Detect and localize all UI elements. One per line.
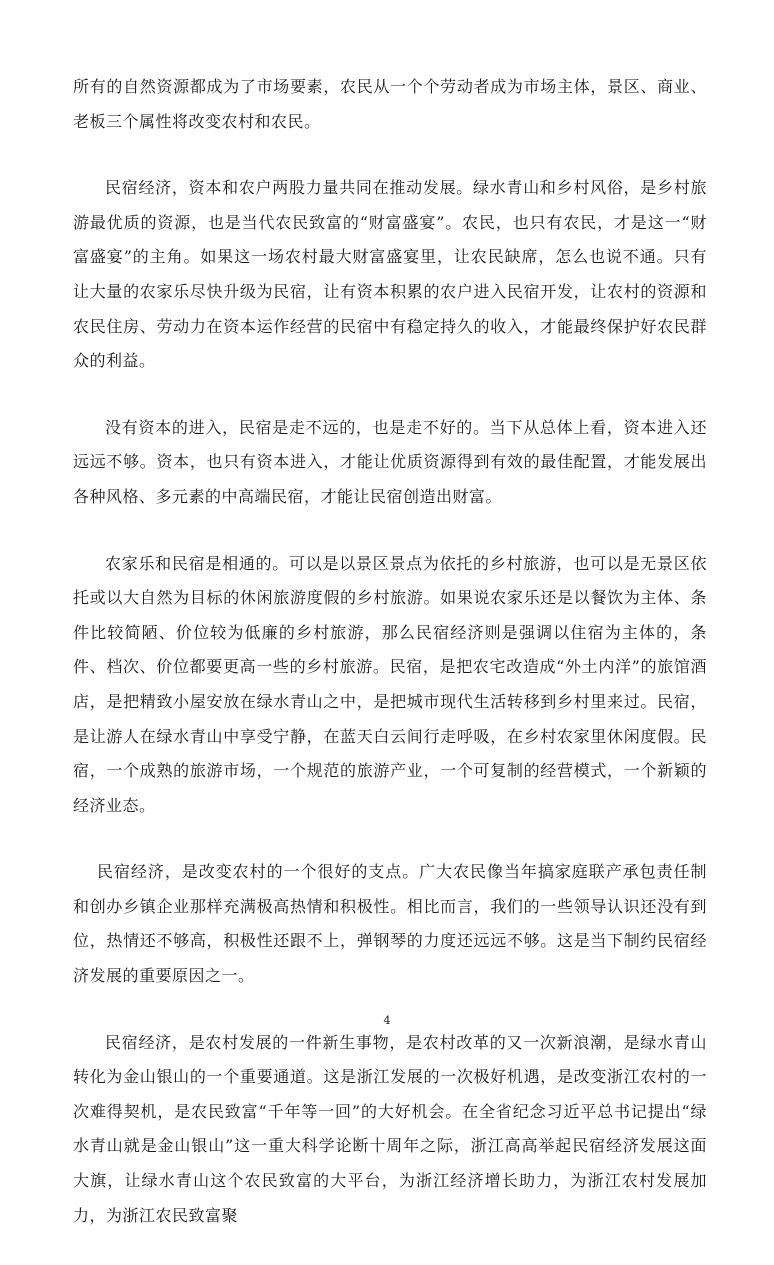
paragraph: 农家乐和民宿是相通的。可以是以景区景点为依托的乡村旅游，也可以是无景区依托或以大自然为目标的休闲旅游度假的乡村旅游。如果说农家乐还是以餐饮为主体、条件比较简陋、价位较为低廉的乡村旅游，那么民宿经济则是强调以住宿为主体的，条件、档次、价位都要更高一些的乡村旅游。民宿，是把农宅改造成“外土内洋”的旅馆酒店，是把精致小屋安放在绿水青山之中，是把城市现代生活转移到乡村里来过。民宿，是让游人在绿水青山中享受宁静，在蓝天白云间行走呼吸，在乡村农家里休闲度假。民宿，一个成熟的旅游市场，一个规范的旅游产业，一个可复制的经营模式，一个新颖的经济业态。 <box>73 553 707 815</box>
paragraph: 民宿经济，资本和农户两股力量共同在推动发展。绿水青山和乡村风俗，是乡村旅游最优质的资源，也是当代农民致富的“财富盛宴”。农民，也只有农民，才是这一“财富盛宴”的主角。如果这一场农村最大财富盛宴里，让农民缺席，怎么也说不通。只有让大量的农家乐尽快升级为民宿，让有资本积累的农户进入民宿开发，让农村的资源和农民住房、劳动力在资本运作经营的民宿中有稳定持久的收入，才能最终保护好农民群众的利益。 <box>73 178 707 371</box>
paragraph-continuation: 所有的自然资源都成为了市场要素，农民从一个个劳动者成为市场主体，景区、商业、老板三个属性将改变农村和农民。 <box>73 77 707 131</box>
body-text <box>73 70 707 1265</box>
page-number: 4 <box>383 1014 391 1027</box>
paragraph: 民宿经济，是农村发展的一件新生事物，是农村改革的又一次新浪潮，是绿水青山转化为金山银山的一个重要通道。这是浙江发展的一次极好机遇，是改变浙江农村的一次难得契机，是农民致富“千年等一回”的大好机会。在全省纪念习近平总书记提出“绿水青山就是金山银山”这一重大科学论断十周年之际，浙江高高举起民宿经济发展这面大旗，让绿水青山这个农民致富的大平台，为浙江经济增长助力，为浙江农村发展加力，为浙江农民致富聚 <box>73 1032 707 1225</box>
paragraph: 民宿经济，是改变农村的一个很好的支点。广大农民像当年搞家庭联产承包责任制和创办乡镇企业那样充满极高热情和积极性。相比而言，我们的一些领导认识还没有到位，热情还不够高，积极性还跟不上，弹钢琴的力度还远远不够。这是当下制约民宿经济发展的重要原因之一。 <box>73 862 707 986</box>
paragraph: 没有资本的进入，民宿是走不远的，也是走不好的。当下从总体上看，资本进入还远远不够。资本，也只有资本进入，才能让优质资源得到有效的最佳配置，才能发展出各种风格、多元素的中高端民宿，才能让民宿创造出财富。 <box>73 417 707 506</box>
